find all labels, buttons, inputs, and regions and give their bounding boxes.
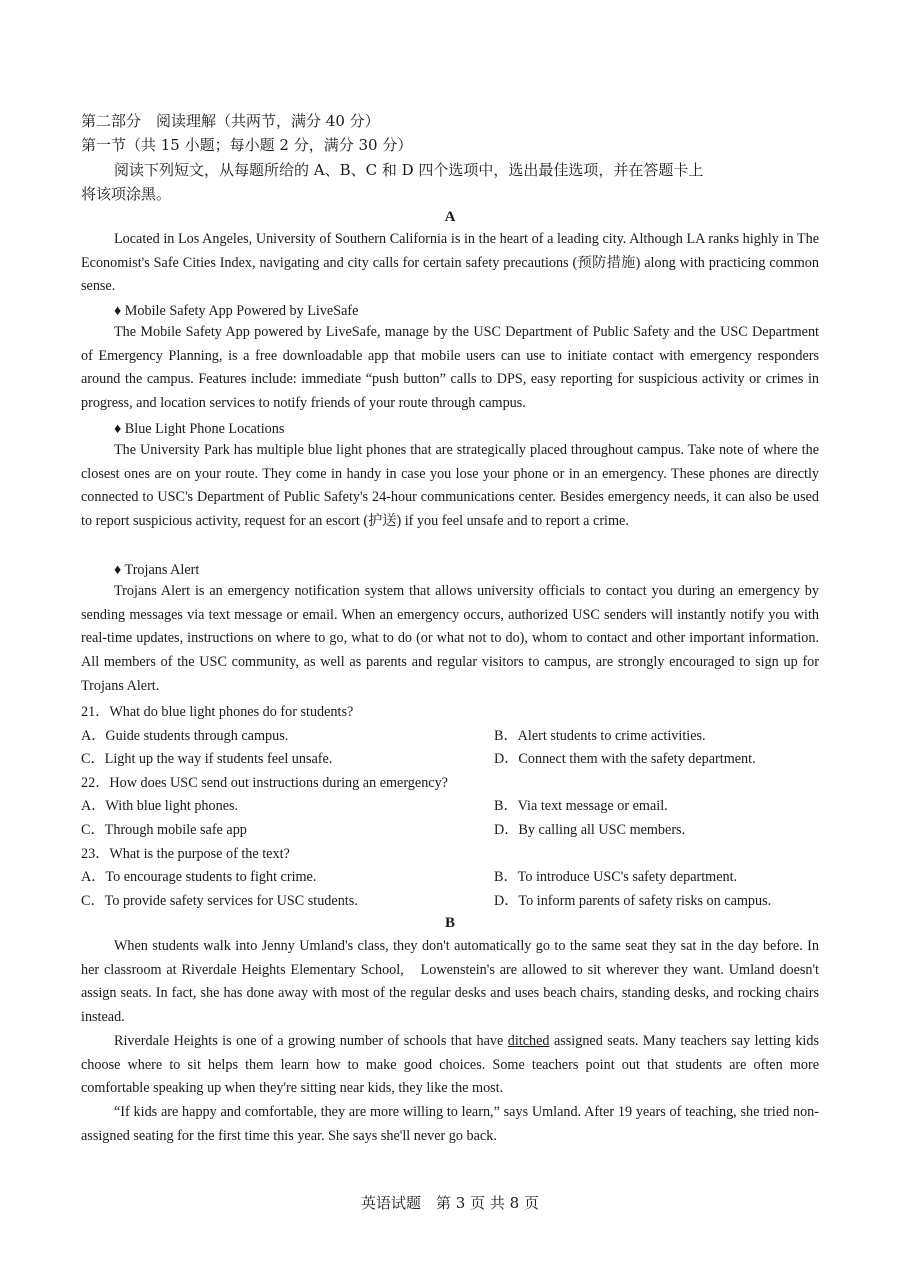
question-22-option-a: A．With blue light phones.	[81, 798, 239, 814]
passage-a-intro: Located in Los Angeles, University of Southern California is in the heart of a leading city. Although LA ranks highly in The Economist's Safe Cities Index, navigating and city calls for certain safety precautions (预防措施) along with practicing common sense.	[81, 231, 819, 295]
question-21-option-b: B．Alert students to crime activities.	[494, 728, 706, 744]
passage-a-letter: A	[444, 209, 456, 225]
question-23-option-d: D．To inform parents of safety risks on campus.	[494, 893, 772, 909]
question-23-option-b: B．To introduce USC's safety department.	[494, 869, 738, 885]
question-21-option-d: D．Connect them with the safety department.	[494, 751, 756, 767]
paragraph-2-lead: Riverdale Heights is one of a growing number of schools that have	[114, 1033, 508, 1049]
question-22-option-b: B．Via text message or email.	[494, 798, 668, 814]
question-23-option-c: C．To provide safety services for USC students.	[81, 893, 358, 909]
question-23-option-a: A．To encourage students to fight crime.	[81, 869, 317, 885]
question-22-stem: 22．How does USC send out instructions during an emergency?	[81, 775, 448, 791]
passage-b-paragraph-2	[81, 1030, 819, 1101]
paragraph-2-rest: assigned seats. Many teachers say letting kids choose where to sit helps them learn how to make good choices. Some teachers point out that students are often more comfortable speaking up when they're sitting near kids, they like the most.	[81, 1033, 819, 1097]
question-23-stem: 23．What is the purpose of the text?	[81, 846, 290, 862]
part-heading: 第二部分 阅读理解（共两节，满分 40 分）	[81, 112, 380, 130]
bullet-blue-light-text: The University Park has multiple blue light phones that are strategically placed throughout campus. Take note of where the closest ones are on your route. They come in handy in case you lose your phone or in an emergency. These phones are directly connected to USC's Department of Public Safety's 24-hour communications center. Besides emergency needs, it can also be used to report suspicious activity, request for an escort (护送) if you feel unsafe and to report a crime.	[81, 442, 819, 530]
passage-b-paragraph-1: When students walk into Jenny Umland's class, they don't automatically go to the same seat they sat in the day before. In her classroom at Riverdale Heights Elementary School, Lowenstein's are allowed to sit wherever they want. Umland doesn't assign seats. In fact, she has done away with most of the regular desks and uses beach chairs, standing desks, and rocking chairs instead.	[81, 938, 819, 1026]
instruction-line-1: 阅读下列短文，从每题所给的 A、B、C 和 D 四个选项中，选出最佳选项，并在答题卡上	[114, 161, 704, 179]
question-22-option-d: D．By calling all USC members.	[494, 822, 686, 838]
bullet-blue-light-title: ♦ Blue Light Phone Locations	[114, 421, 285, 437]
passage-b-letter: B	[444, 915, 455, 931]
instruction-line-2: 将该项涂黑。	[81, 185, 172, 203]
bullet-mobile-app-title: ♦ Mobile Safety App Powered by LiveSafe	[114, 303, 359, 319]
underlined-word-ditched: ditched	[507, 1033, 550, 1049]
passage-b-paragraph-3: “If kids are happy and comfortable, they are more willing to learn,” says Umland. After 19 years of teaching, she tried non-assigned seating for the first time this year. She says she'll never go back.	[81, 1104, 819, 1144]
question-21-stem: 21．What do blue light phones do for students?	[81, 704, 354, 720]
section-heading: 第一节（共 15 小题；每小题 2 分，满分 30 分）	[81, 136, 413, 154]
question-21-option-c: C．Light up the way if students feel unsafe.	[81, 751, 333, 767]
bullet-trojans-alert-text: Trojans Alert is an emergency notification system that allows university officials to contact you during an emergency by sending messages via text message or email. When an emergency occurs, authorized USC senders will instantly notify you with real-time updates, instructions on where to go, what to do (or what not to do), whom to contact and other important information. All members of the USC community, as well as parents and regular visitors to campus, are strongly encouraged to sign up for Trojans Alert.	[81, 583, 819, 694]
page-footer: 英语试题 第 3 页 共 8 页	[361, 1194, 539, 1212]
bullet-trojans-alert-title: ♦ Trojans Alert	[114, 562, 200, 578]
bullet-mobile-app-text: The Mobile Safety App powered by LiveSafe, manage by the USC Department of Public Safety and the USC Department of Emergency Planning, is a free downloadable app that mobile users can use to initiate contact with emergency responders around the campus. Features include: immediate “push button” calls to DPS, easy reporting for suspicious activity or crimes in progress, and location services to notify friends of your route through campus.	[81, 324, 819, 412]
question-22-option-c: C．Through mobile safe app	[81, 822, 247, 838]
question-21-option-a: A．Guide students through campus.	[81, 728, 289, 744]
